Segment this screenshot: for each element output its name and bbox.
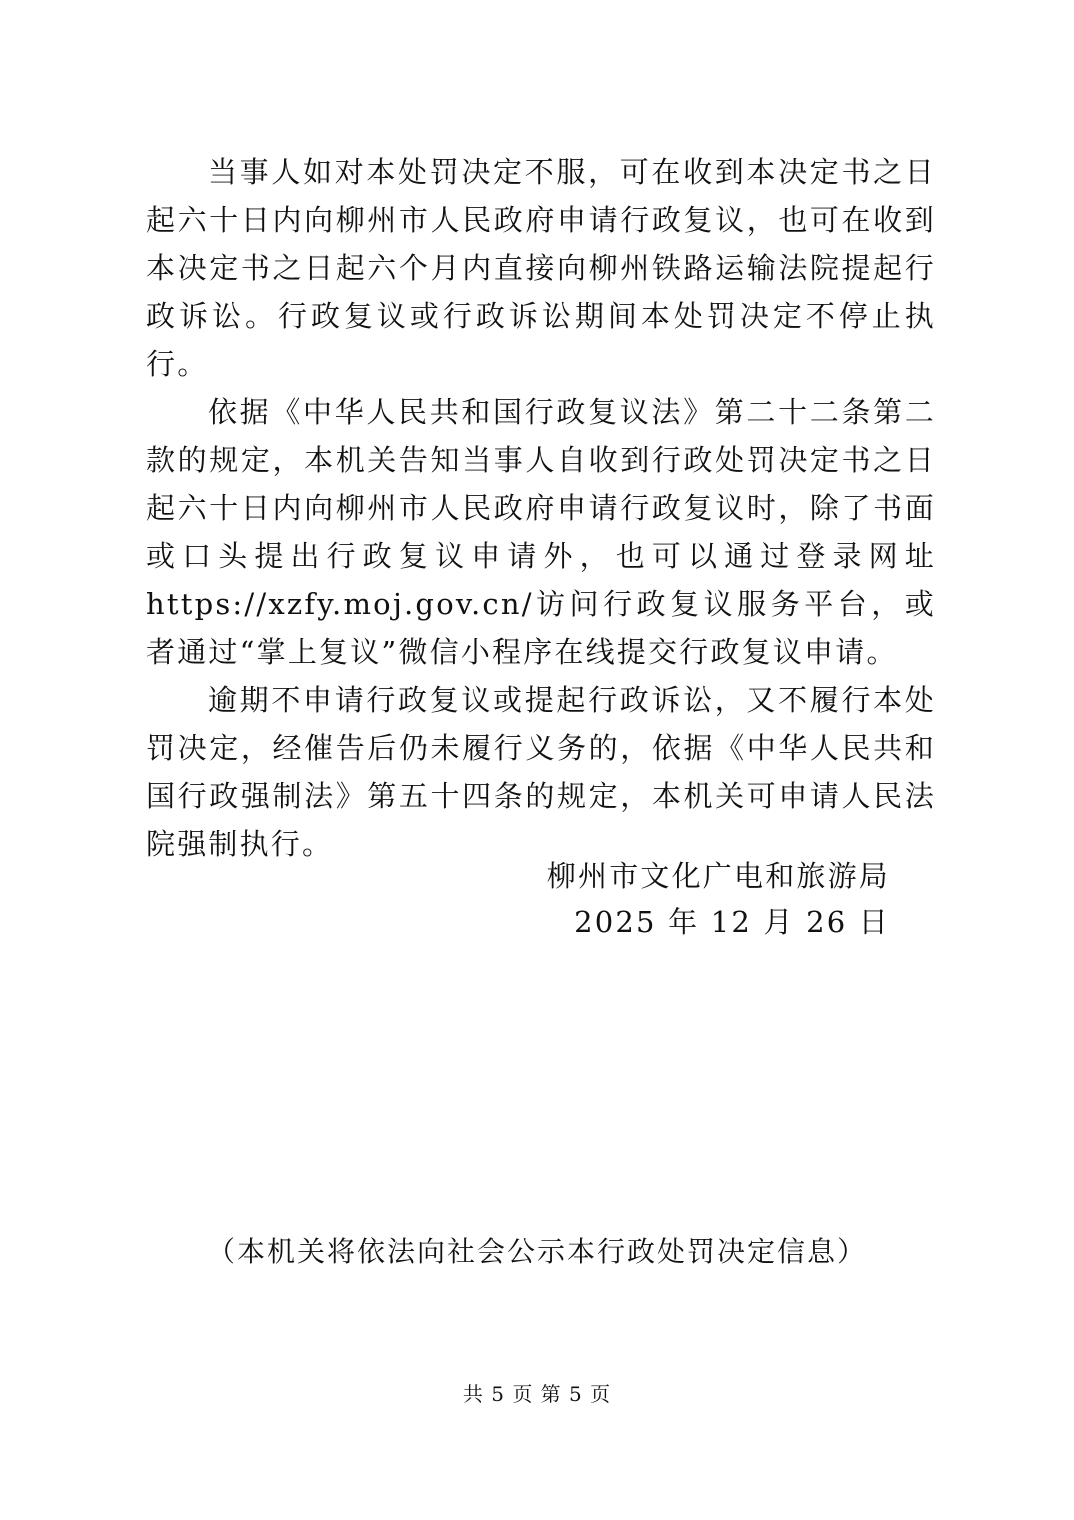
paragraph-appeal-rights: 当事人如对本处罚决定不服，可在收到本决定书之日起六十日内向柳州市人民政府申请行政复议，也可在收到本决定书之日起六个月内直接向柳州铁路运输法院提起行政诉讼。行政复议或行政诉讼期间本处罚决定不停止执行。 — [146, 155, 936, 381]
public-notice: （本机关将依法向社会公示本行政处罚决定信息） — [206, 1235, 867, 1268]
paragraph-enforcement: 逾期不申请行政复议或提起行政诉讼，又不履行本处罚决定，经催告后仍未履行义务的，依据《中华人民共和国行政强制法》第五十四条的规定，本机关可申请人民法院强制执行。 — [146, 683, 936, 861]
document-body — [146, 148, 936, 868]
signature-organization: 柳州市文化广电和旅游局 — [546, 859, 890, 893]
paragraph-online-review: 依据《中华人民共和国行政复议法》第二十二条第二款的规定，本机关告知当事人自收到行政处罚决定书之日起六十日内向柳州市人民政府申请行政复议时，除了书面或口头提出行政复议申请外，也可以通过登录网址https://xzfy.moj.gov.cn/访问行政复议服务平台，或者通过“掌上复议”微信小程序在线提交行政复议申请。 — [146, 395, 936, 669]
signature-date: 2025 年 12 月 26 日 — [574, 905, 890, 939]
page-footer: 共 5 页 第 5 页 — [462, 1382, 612, 1406]
